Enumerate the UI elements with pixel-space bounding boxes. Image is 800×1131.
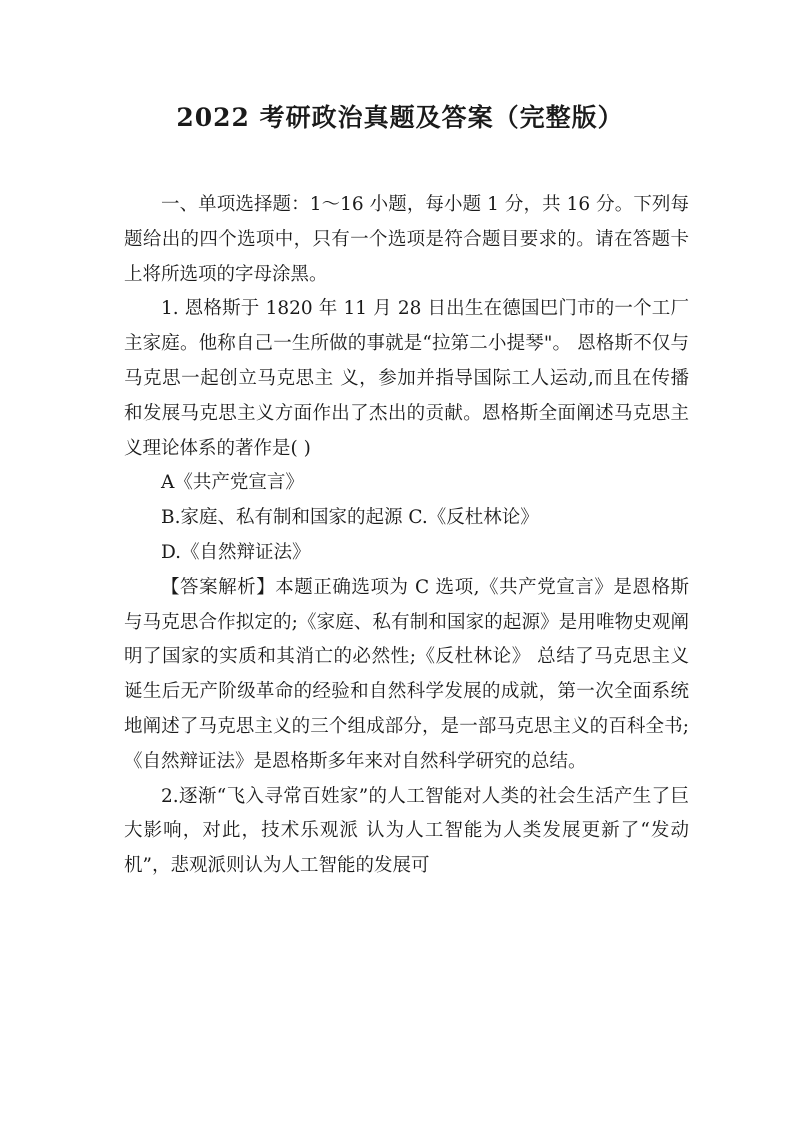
document-body xyxy=(124,188,689,884)
document-title: 2022 考研政治真题及答案（完整版） xyxy=(176,103,624,132)
question-1-option-d: D.《自然辩证法》 xyxy=(161,541,311,563)
question-1-option-bc: B.家庭、私有制和国家的起源 C.《反杜林论》 xyxy=(161,507,539,529)
question-2-stem: 2.逐渐“飞入寻常百姓家”的人工智能对人类的社会生活产生了巨大影响，对此，技术乐观派 认为人工智能为人类发展更新了“发动机”，悲观派则认为人工智能的发展可 xyxy=(124,785,689,877)
question-1-stem: 1. 恩格斯于 1820 年 11 月 28 日出生在德国巴门市的一个工厂主家庭。他称自己一生所做的事就是“拉第二小提琴"。 恩格斯不仅与马克思一起创立马克思主 义，参加并指导国际工人运动,而且在传播和发展马克思主义方面作出了杰出的贡献。恩格斯全面阐述马克思主义理论体系的著作是( ) xyxy=(124,298,689,459)
section-intro: 一、单项选择题：1～16 小题，每小题 1 分，共 16 分。下列每题给出的四个选项中，只有一个选项是符合题目要求的。请在答题卡上将所选项的字母涂黑。 xyxy=(124,194,689,285)
question-1-option-a: A《共产党宣言》 xyxy=(161,472,304,494)
question-1-analysis: 【答案解析】本题正确选项为 C 选项,《共产党宣言》是恩格斯与马克思合作拟定的;《家庭、私有制和国家的起源》是用唯物史观阐明了国家的实质和其消亡的必然性;《反杜林论》 总结了马克思主义诞生后无产阶级革命的经验和自然科学发展的成就，第一次全面系统地阐述了马克思主义的三个组成部分，是一部马克思主义的百科全书;《自然辩证法》是恩格斯多年来对自然科学研究的总结。 xyxy=(124,576,689,772)
